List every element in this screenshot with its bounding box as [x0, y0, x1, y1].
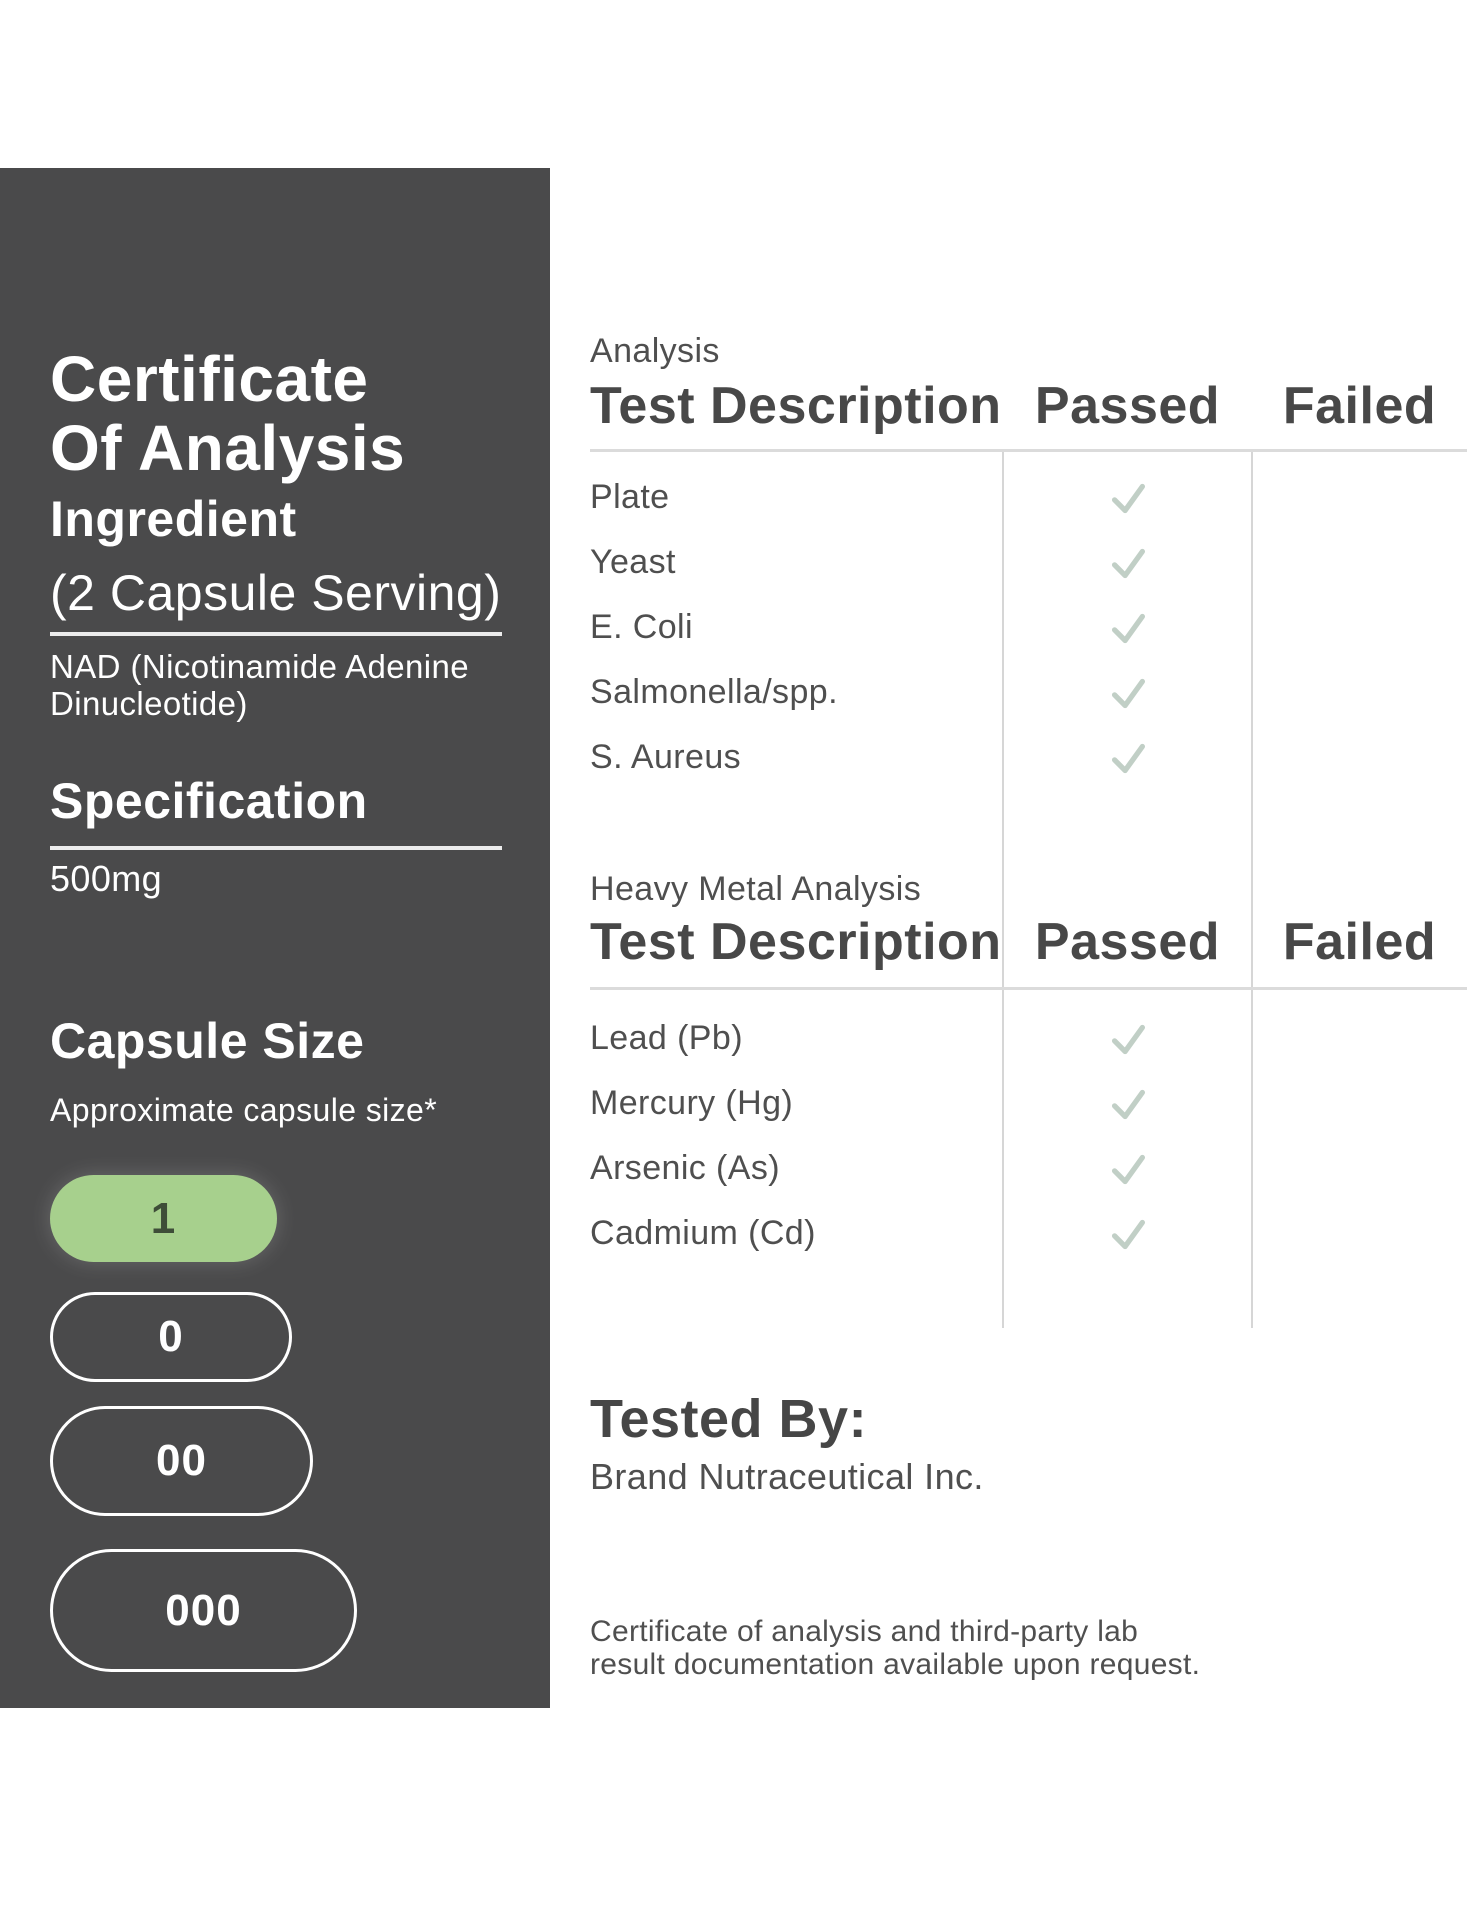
- capsule-size-option-000-label: 000: [165, 1585, 242, 1635]
- analysis-header-underline: [590, 449, 1467, 452]
- capsule-size-option-0-label: 0: [158, 1312, 184, 1361]
- passed-check-icon: [1003, 475, 1252, 521]
- ingredient-subheading: (2 Capsule Serving): [50, 565, 502, 621]
- table-row: [590, 530, 1467, 595]
- capsule-size-subheading: Approximate capsule size*: [50, 1092, 438, 1128]
- specification-value: 500mg: [50, 858, 163, 899]
- column-failed: Failed: [1282, 913, 1437, 971]
- heavy-metal-table-header: [590, 910, 1467, 974]
- test-name: Lead (Pb): [590, 1019, 743, 1057]
- ingredient-value-line2: Dinucleotide): [50, 685, 248, 722]
- table-row: [590, 1071, 1467, 1136]
- tested-by-heading: Tested By:: [590, 1389, 868, 1449]
- column-test-description: Test Description: [590, 377, 1002, 435]
- page-title-line2: Of Analysis: [50, 411, 406, 484]
- test-name: S. Aureus: [590, 738, 742, 776]
- capsule-size-option-1-label: 1: [150, 1193, 177, 1243]
- passed-check-icon: [1003, 1146, 1252, 1192]
- test-name: Salmonella/spp.: [590, 673, 838, 711]
- test-name: Plate: [590, 478, 670, 516]
- test-name: Arsenic (As): [590, 1149, 780, 1187]
- passed-check-icon: [1003, 1081, 1252, 1127]
- table-row: [590, 1136, 1467, 1201]
- table-row: [590, 465, 1467, 530]
- passed-check-icon: [1003, 1016, 1252, 1062]
- table-row: [590, 595, 1467, 660]
- table-row: [590, 1201, 1467, 1266]
- column-passed: Passed: [1034, 377, 1221, 435]
- capsule-size-option-00-label: 00: [156, 1436, 207, 1485]
- column-test-description: Test Description: [590, 913, 1002, 971]
- passed-check-icon: [1003, 540, 1252, 586]
- passed-check-icon: [1003, 670, 1252, 716]
- footer-note: [590, 1615, 1200, 1681]
- ingredient-heading: Ingredient: [50, 491, 297, 547]
- footer-note-line1: Certificate of analysis and third-party lab: [590, 1615, 1139, 1648]
- table-row: [590, 725, 1467, 790]
- heavy-metal-header-underline: [590, 987, 1467, 990]
- analysis-table-label: Analysis: [590, 332, 720, 370]
- passed-check-icon: [1003, 605, 1252, 651]
- passed-check-icon: [1003, 735, 1252, 781]
- column-failed: Failed: [1282, 377, 1437, 435]
- test-name: E. Coli: [590, 608, 693, 646]
- test-name: Yeast: [590, 543, 676, 581]
- passed-check-icon: [1003, 1211, 1252, 1257]
- column-passed: Passed: [1034, 913, 1221, 971]
- heavy-metal-table-label: Heavy Metal Analysis: [590, 870, 922, 908]
- specification-heading: Specification: [50, 773, 368, 829]
- capsule-size-heading: Capsule Size: [50, 1013, 365, 1069]
- ingredient-value-line1: NAD (Nicotinamide Adenine: [50, 648, 470, 685]
- test-name: Mercury (Hg): [590, 1084, 794, 1122]
- analysis-table-header: [590, 374, 1467, 438]
- tested-by-company: Brand Nutraceutical Inc.: [590, 1456, 984, 1497]
- table-row: [590, 1006, 1467, 1071]
- test-name: Cadmium (Cd): [590, 1214, 816, 1252]
- table-row: [590, 660, 1467, 725]
- page-title-line1: Certificate: [50, 342, 369, 415]
- footer-note-line2: result documentation available upon request.: [590, 1648, 1201, 1681]
